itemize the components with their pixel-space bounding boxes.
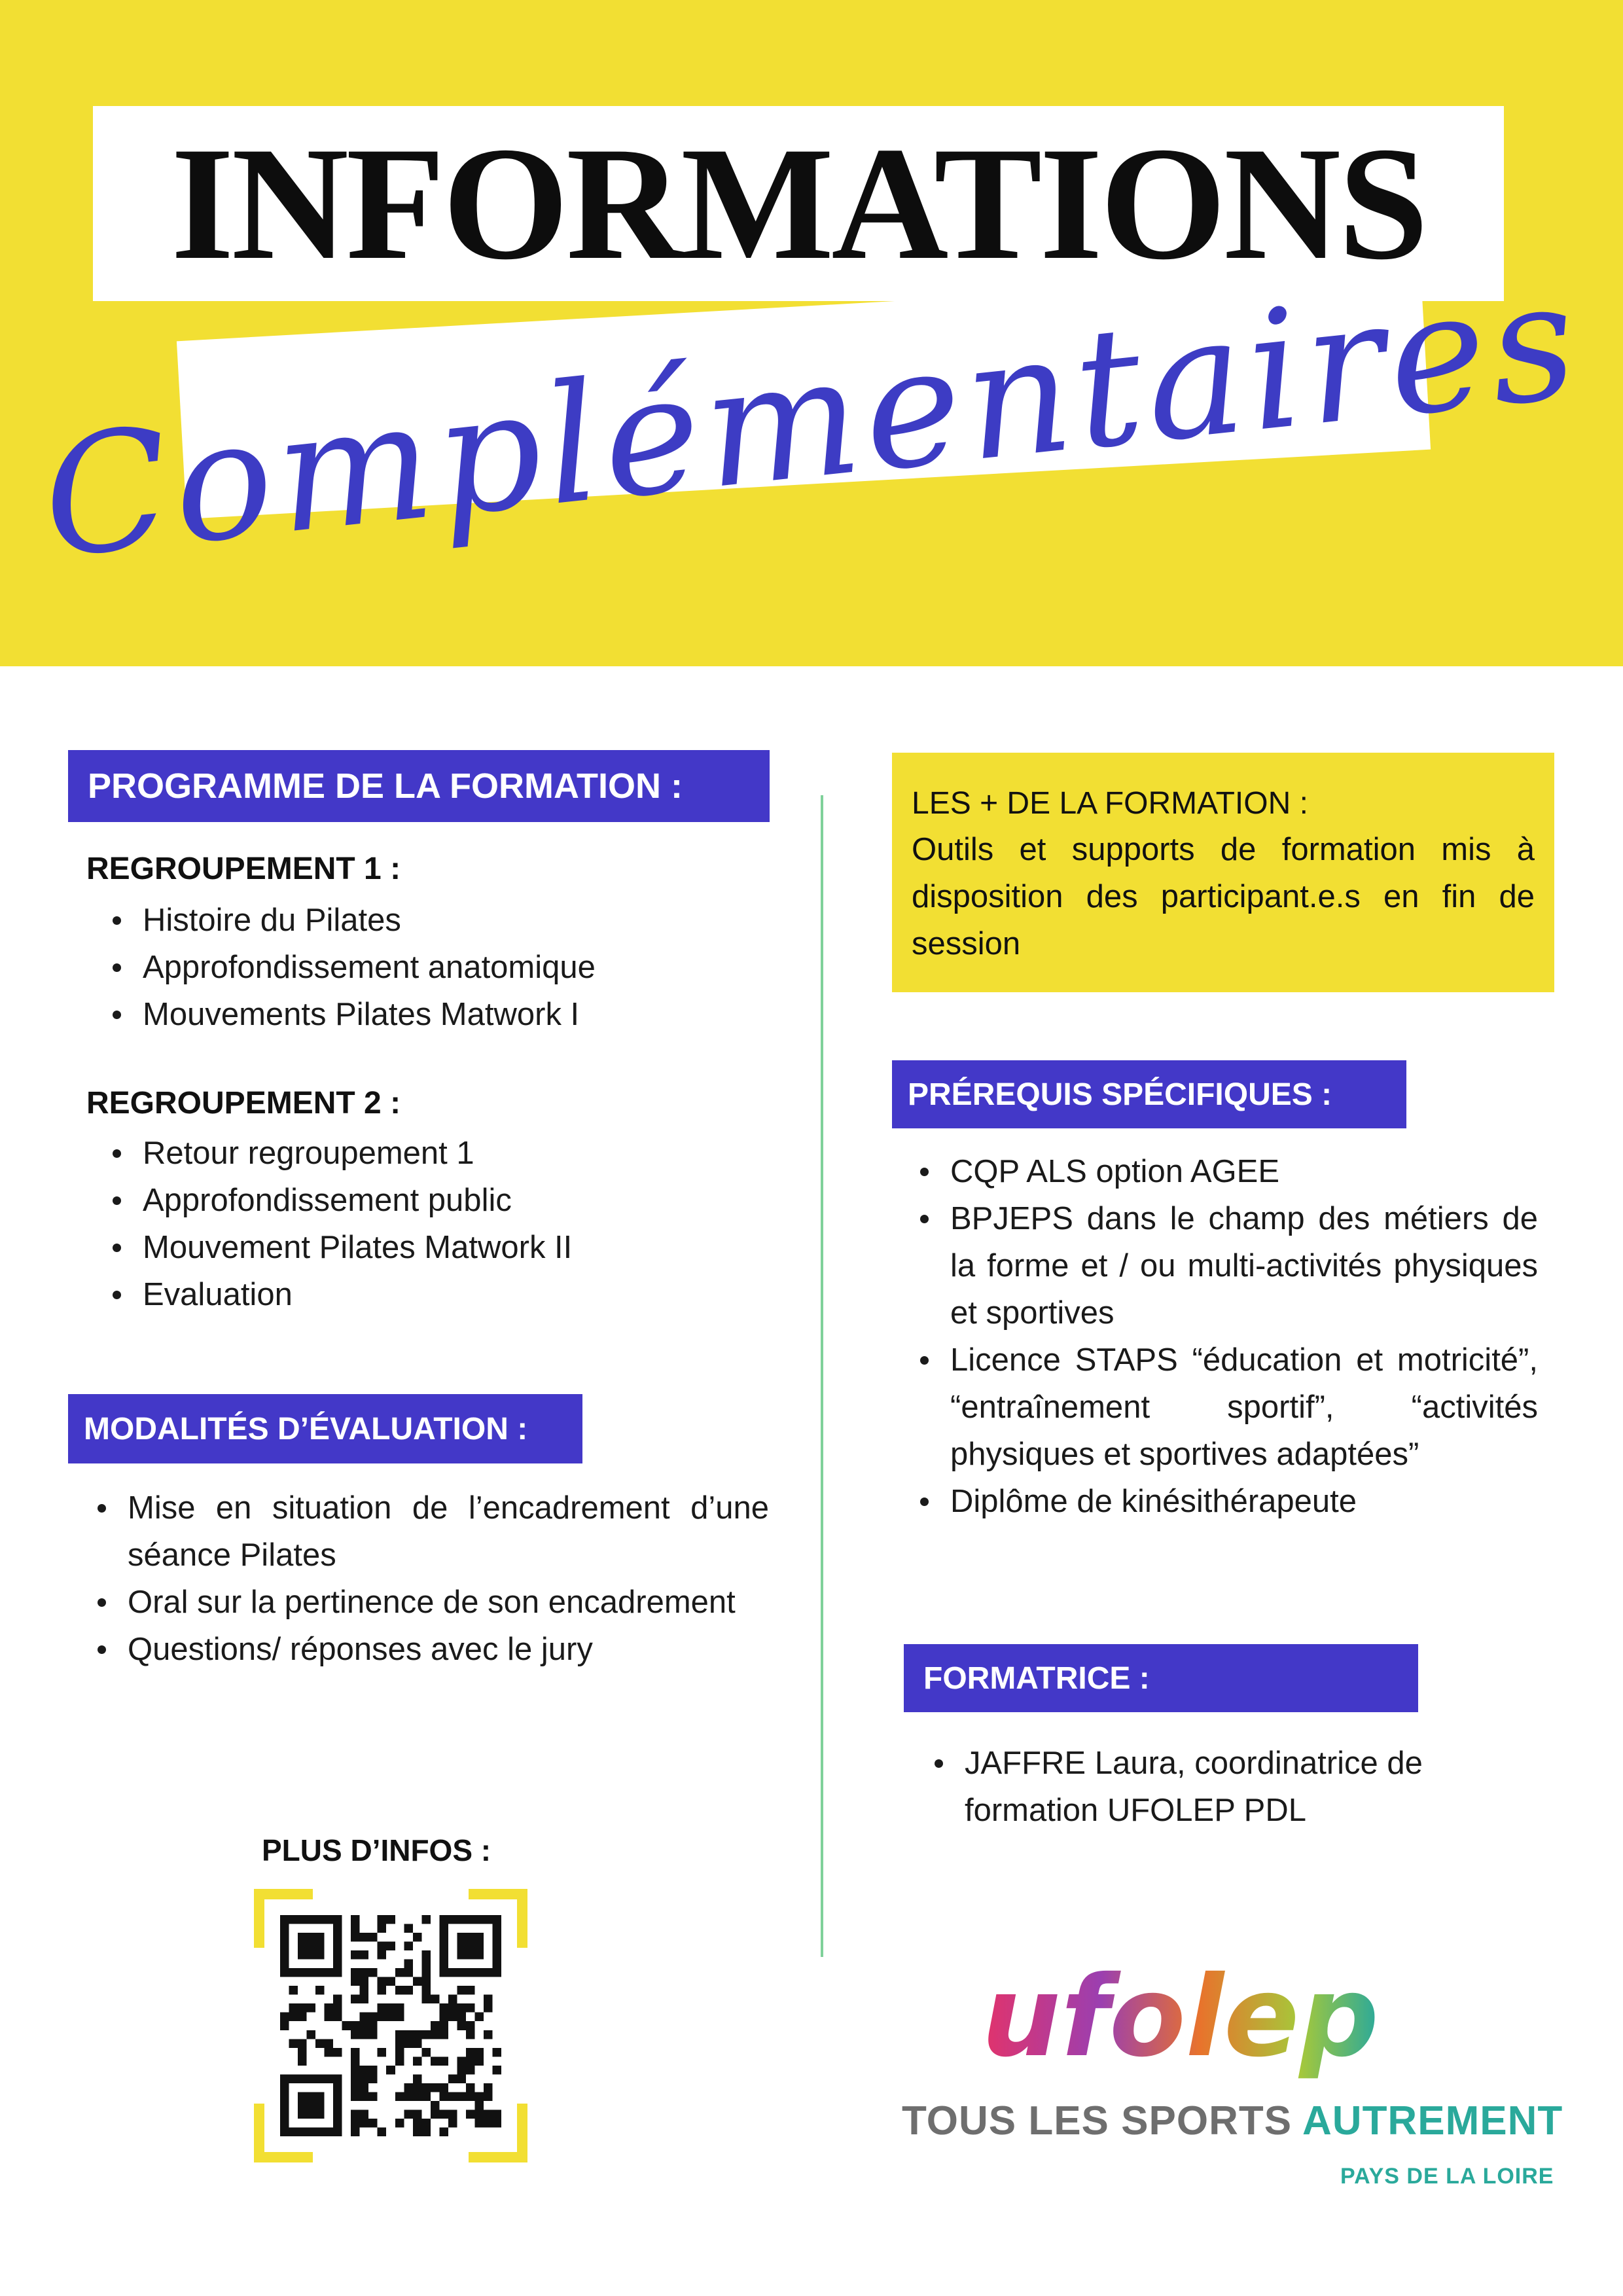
formation-plus-title: LES + DE LA FORMATION :	[912, 786, 1308, 821]
formation-plus-box	[892, 753, 1554, 992]
list-item: Mise en situation de l’encadrement d’une séance Pilates	[128, 1484, 769, 1579]
list-item: Approfondissement public	[143, 1177, 732, 1224]
list-item: CQP ALS option AGEE	[950, 1148, 1538, 1195]
logo-tagline	[902, 2098, 1563, 2144]
prerequis-heading	[892, 1060, 1406, 1128]
evaluation-list	[128, 1484, 769, 1673]
list-item: Questions/ réponses avec le jury	[128, 1626, 769, 1673]
formatrice-heading	[904, 1644, 1418, 1712]
prerequis-heading-text: PRÉREQUIS SPÉCIFIQUES :	[908, 1077, 1332, 1112]
list-item: Diplôme de kinésithérapeute	[950, 1478, 1538, 1525]
qr-code[interactable]	[254, 1889, 527, 2162]
more-info-label: PLUS D’INFOS :	[262, 1833, 491, 1867]
prerequis-list	[950, 1148, 1538, 1525]
qr-code-icon	[280, 1915, 501, 2136]
group-1-list	[143, 897, 732, 1038]
page-subtitle: Complémentaires	[34, 243, 1589, 594]
ufolep-logo	[975, 1957, 1394, 2088]
logo-tagline-part2: AUTREMENT	[1302, 2098, 1563, 2144]
list-item: Histoire du Pilates	[143, 897, 732, 944]
evaluation-heading	[68, 1394, 582, 1463]
hero-banner	[0, 0, 1623, 666]
formatrice-list	[965, 1740, 1462, 1834]
list-item: Retour regroupement 1	[143, 1130, 732, 1177]
list-item: Mouvement Pilates Matwork II	[143, 1224, 732, 1271]
column-divider	[821, 795, 823, 1957]
list-item: Approfondissement anatomique	[143, 944, 732, 991]
list-item: JAFFRE Laura, coordinatrice de formation UFOLEP PDL	[965, 1740, 1462, 1834]
group-2-title: REGROUPEMENT 2 :	[86, 1086, 401, 1121]
group-1-title: REGROUPEMENT 1 :	[86, 852, 401, 886]
list-item: Oral sur la pertinence de son encadrement	[128, 1579, 769, 1626]
logo-wordmark: ufolep	[982, 1957, 1380, 2082]
formatrice-heading-text: FORMATRICE :	[923, 1660, 1150, 1696]
formation-plus-body: Outils et supports de formation mis à disposition des participant.e.s en fin de session	[912, 832, 1535, 961]
list-item: BPJEPS dans le champ des métiers de la forme et / ou multi-activités physiques et sportives	[950, 1195, 1538, 1336]
list-item: Mouvements Pilates Matwork I	[143, 991, 732, 1038]
logo-region: PAYS DE LA LOIRE	[1340, 2164, 1554, 2189]
list-item: Evaluation	[143, 1271, 732, 1318]
group-2-list	[143, 1130, 732, 1318]
page-title: INFORMATIONS	[171, 113, 1426, 293]
programme-heading	[68, 750, 770, 822]
list-item: Licence STAPS “éducation et motricité”, “entraînement sportif”, “activités physiques et sportives adaptées”	[950, 1336, 1538, 1478]
logo-tagline-part1: TOUS LES SPORTS	[902, 2098, 1293, 2144]
programme-heading-text: PROGRAMME DE LA FORMATION :	[88, 766, 683, 806]
evaluation-heading-text: MODALITÉS D’ÉVALUATION :	[84, 1411, 528, 1446]
